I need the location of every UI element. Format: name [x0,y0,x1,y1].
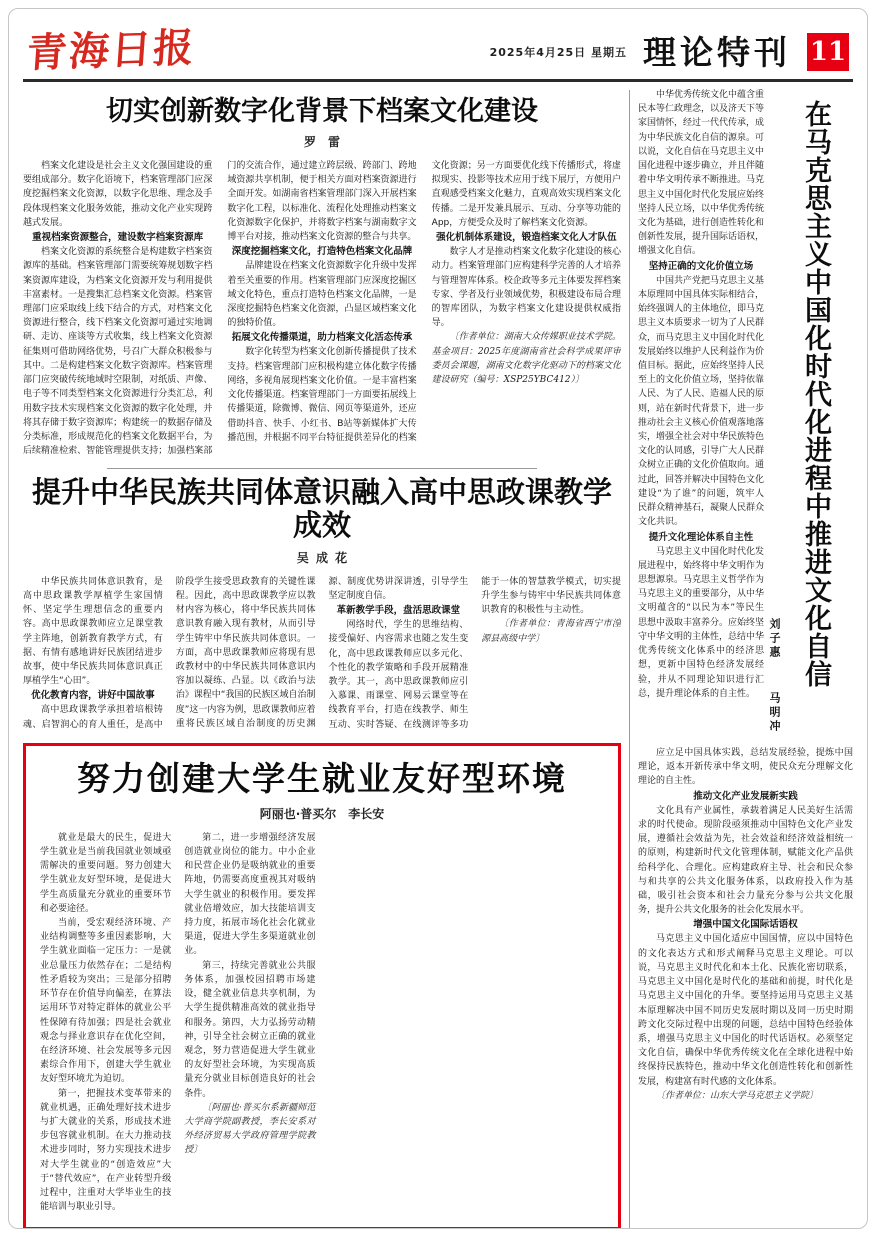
article4-body-lower [638,746,853,1216]
article4-paragraph: 中国共产党把马克思主义基本原理同中国具体实际相结合，始终强调人的主体地位，即马克思主义本质要求一切为了人民群众，而马克思主义中国化时代化发展始终以维护人民利益作为价值目标。据此，应始终坚持人民至上的文化价值立场，坚持依靠人民、为了人民、造福人民的原则，站在新时代背景下，进一步推动社会主义核心价值观落地落实，增强全社会对中华民族特色文化的认同感，引导广大人民群众树立正确的文化价值取向。通过此，回答并解决中国特色文化建设“为了谁”的问题，筑牢人民群众精神基石，凝聚人民群众文化共识。 [638,275,764,528]
article4-author-note: 〔作者单位：山东大学马克思主义学院〕 [656,1090,819,1101]
article1-paragraph: 品牌建设在档案文化资源数字化升级中发挥着至关重要的作用。档案管理部门应深度挖掘区域文化特色，重点打造特色档案文化品牌，一是深度挖掘特色档案文化资源，凸显区域档案文化的独特价值。 [227,261,417,329]
article2-paragraph: 高中思政课教学承担着培根铸魂、启智润心的育人重任，是高中阶段学生接受思政教育的关键性课程。因此，高中思政课教学应以教材内容为核心，将中华民族共同体意识教育融入现有教材，从而引导学生铸牢中华民族共同体意识。一方面，高中思政课教师应将现有思政教材中的中华民族共同体意识内容加以凝练、凸显。以《政治与法治》课程中“我国的民族区域自治制度”这一内容为例，思政课教师应着重将民族区域自治制度的历史渊源、制度优势讲深讲透，引导学生坚定制度自信。 [23,576,469,730]
article1-paragraph: 数字人才是推动档案文化数字化建设的核心动力。档案管理部门应构建科学完善的人才培养与管理智库体系。校企政等多元主体要发挥档案专家、学者及行业领域优势，积极建设布局合理的智库团队，为数字档案文化建设提供权威指导。 [431,247,621,329]
article1-paragraph: 数字化转型为档案文化创新传播提供了技术支持。档案管理部门应积极构建立体化数字传播网络，多视角展现档案文化价值。一是丰富档案文化传播渠道。档案管理部门一方面要拓展线上传播渠道，除微博、微信、网页等渠道外，还应借助抖音、快手、小红书、B站等新媒体扩大传播范围，并根据不同平台特征提供差异化的档案文化资源；另一方面要优化线下传播形式，将虚拟现实、投影等技术应用于线下展厅，方便用户直观感受档案文化魅力，直观高效实现档案文化传播。二是开发兼具展示、互动、分享等功能的App，方便受众及时了解档案文化资源。 [227,161,621,443]
article1-paragraph: 档案文化建设是社会主义文化强国建设的重要组成部分。数字化语境下，档案管理部门应深度挖掘档案文化资源，以数字化思维、理念及手段体现档案文化服务效能，推动文化产业实现跨越式发展。 [23,161,213,228]
article3-paragraph: 第一，把握技术变革带来的就业机遇，正确处理好技术进步与扩大就业的关系，形成技术进步包容就业机制。在大力推动技术进步同时，努力实现技术进步对大学生就业的“创造效应”大于“替代效应”，在产业转型升级过程中，注重对大学毕业生的技能培训与职业引导。 [40,1088,172,1213]
article4-headline-zone [764,88,853,740]
article1-subhead: 拓展文化传播渠道，助力档案文化活态传承 [231,332,413,344]
masthead [23,21,853,77]
article4-paragraph: 文化具有产业属性，承载着满足人民美好生活需求的时代使命。现阶段亟须推动中国特色文化产业发展，遵循社会效益为先，社会效益和经济效益相统一的原则，构建新时代文化管理体制，赋能文化产品供给科学化、合理化。应构建政府主导、社会和民众参与和共享的公共文化服务体系，以政府投入作为基础，吸引社会资本和社会力量充分参与公共文化服务，提升公共文化服务的社会化发展水平。 [638,805,853,916]
article2-subhead: 优化教育内容，讲好中国故事 [31,690,155,702]
article2-byline: 吴成花 [296,550,355,565]
masthead-rule [23,79,853,82]
article4-subhead: 坚持正确的文化价值立场 [648,260,754,272]
article3-byline: 阿丽也·普买尔 李长安 [259,806,385,821]
article4-paragraph: 应立足中国具体实践，总结发展经验，提炼中国理论，返本开新传承中华文明，使民众充分理解文化理论的自主性。 [638,748,853,787]
left-column [23,88,621,1229]
article-separator-rule [107,468,537,469]
article1-subhead: 重视档案资源整合，建设数字档案资源库 [32,232,204,244]
article2-author-note: 〔作者单位：青海省西宁市湟源县高级中学〕 [481,619,621,644]
article4-paragraph: 马克思主义中国化适应中国国情，应以中国特色的文化表达方式和形式阐释马克思主义理论。可以说，马克思主义时代化和本土化、民族化密切联系，马克思主义中国化是时代化的基础和前提，时代化是马克思主义中国化的升华。要坚持运用马克思主义基本原理解决中国不同历史发展时期以及同一历史时期跨文化交际过程中出现的问题，总结中国特色经验体系，增强马克思主义中国化的时代话语权。必须坚定文化自信，确保中华优秀传统文化在全球化进程中始终保持民族特色，推动中华文化创造性转化和创新性发展，构建富有时代感的文化体系。 [638,934,853,1087]
page-number-badge: 11 [807,33,849,71]
article1-title: 切实创新数字化背景下档案文化建设 [106,96,538,127]
article3-title: 努力创建大学生就业友好型环境 [77,758,567,798]
article4-subhead: 提升文化理论体系自主性 [648,531,754,543]
article3-paragraph: 第二，进一步增强经济发展创造就业岗位的能力。中小企业和民营企业仍是吸纳就业的重要阵地，仍需要高度重视其对吸纳大学生就业的积极作用。要发挥就业倍增效应，加大技能培训支持力度，拓展市场化社会化就业渠道，促进大学生多渠道就业创业。 [184,832,316,957]
article1-body [23,159,621,459]
article1-subhead: 深度挖掘档案文化，打造特色档案文化品牌 [231,246,413,258]
article3-paragraph: 当前，受宏观经济环境、产业结构调整等多重因素影响，大学生就业面临一定压力：一是就业总量压力依然存在；二是结构性矛盾较为突出；三是部分招聘环节存在价值导向偏差，在算法运用环节对特定群体的就业公平性保障有待加强；四是社会就业观念与择业意识存在优化空间，在经济环境、社会发展等多元因素综合作用下，创建大学生就业友好型环境尤为迫切。 [40,917,172,1085]
article-archives-culture [23,96,621,459]
article-cultural-confidence [638,88,853,1216]
article4-vertical-byline: 刘子惠 马明冲 [768,618,781,734]
article4-paragraph: 中华优秀传统文化中蕴含重民本等仁政理念，以及济天下等家国情怀，经过一代代传承，成为中华民族文化自信的源泉。可以说，文化自信在马克思主义中国化进程中逐步确立，并且伴随着中华文明传承不断推进。马克思主义中国化时代化发展应始终坚持人民立场，以中华优秀传统文化为基础，进行创造性转化和创新性发展，提升国际话语权，增强文化自信。 [638,90,764,257]
article-ethnic-unity-education [23,476,621,733]
article1-byline: 罗雷 [303,135,352,150]
right-column [638,88,853,1229]
article2-title: 提升中华民族共同体意识融入高中思政课教学成效 [31,475,612,543]
article2-subhead: 革新教学手段，盘活思政课堂 [336,605,461,617]
article4-top-section [638,88,853,740]
column-divider-rule [629,90,630,1229]
article3-paragraph: 第三，持续完善就业公共服务体系，加强校园招聘市场建设，健全就业信息共享机制，为大学生提供精准高效的就业指导和服务。第四，大力弘扬劳动精神，引导全社会树立正确的就业观念，努力营造促进大学生就业的友好型社会环境，为实现高质量充分就业目标创造良好的社会条件。 [184,960,316,1099]
publication-date: 2025年4月25日 星期五 [489,46,627,59]
masthead-right [490,33,849,73]
page-content [23,88,853,1229]
article-graduate-employment-highlight-box [23,743,621,1229]
article3-author-note: 〔阿丽也·普买尔系新疆师范大学商学院副教授，李长安系对外经济贸易大学政府管理学院教授〕 [184,1102,316,1156]
article4-vertical-title: 在马克思主义中国化时代化进程中推进文化自信 [800,100,831,688]
article4-body-upper [638,88,764,740]
article4-subhead: 增强中国文化国际话语权 [693,919,798,931]
article1-author-note: 〔作者单位：湖南大众传媒职业技术学院。基金项目：2025年度湖南省社会科学成果评审委员会课题，湖南文化数字化驱动下的档案文化建设研究（编号：XSP25YBC412）〕 [431,332,621,386]
article1-paragraph: 档案文化资源的系统整合是构建数字档案资源库的基础。档案管理部门需要统筹规划数字档案资源库建设，为档案文化资源开发与利用提供丰富素材。一是搜集汇总档案文化资源。档案管理部门应采取线上线下结合的方式，对档案文化资源进行整合，线下档案文化资源可通过实地调研、走访、座谈等方式收集，线上档案文化资源征集则可借助网络优势，号召广大群众积极参与其中。二是构建档案文化数字资源库。档案管理部门应突破传统地域时空限制，对纸质、声像、电子等不同类型档案文化资源进行分类汇总，利用数字技术实现档案文化资源的数字化处理，并将其存储于数字资源库；构建统一的数据存储及分类标准，形成规范化的档案文化数据平台，为后续精准检索、智能管理提供支持；加强档案部门的交流合作，通过建立跨层级、跨部门、跨地域资源共享机制，便于相关方面对档案资源进行全面开发。如湖南省档案管理部门深入开展档案数字化工程，以标准化、流程化处理推动档案文化资源数字化保护，并将数字档案与湖南数字文博平台对接，推动档案文化资源的整合与共享。 [23,161,417,457]
article2-paragraph: 中华民族共同体意识教育，是高中思政课教学厚植学生家国情怀、坚定学生理想信念的重要内容。高中思政课教师应立足课堂教学主阵地，创新教育教学方式，有据、有情有感地讲好民族团结进步故事，使中华民族共同体意识真正厚植学生“心田”。 [23,576,163,687]
article2-paragraph: 网络时代，学生的思维结构、接受偏好、内容需求也随之发生变化，高中思政课教师应以多元化、个性化的教学策略和手段开展精准教学。其一，高中思政课教师应引入慕课、雨课堂、网易云课堂等在线教育平台，打造在线教学、师生互动、实时答疑、在线测评等多功能于一体的智慧教学模式，切实提升学生参与铸牢中华民族共同体意识教育的积极性与主动性。 [328,576,621,730]
section-title: 理论特刊 [643,32,791,72]
article2-body [23,575,621,733]
article4-subhead: 推动文化产业发展新实践 [693,790,798,802]
newspaper-page [8,8,868,1229]
article3-body [40,831,604,1217]
newspaper-logo: 青海日报 [25,24,198,77]
article3-paragraph: 就业是最大的民生，促进大学生就业是当前我国就业领域亟需解决的重要问题。努力创建大学生就业友好型环境，是促进大学生高质量充分就业的重要环节和必要途径。 [40,832,172,914]
article4-paragraph: 马克思主义中国化时代化发展进程中，始终将中华文明作为思想源泉。马克思主义哲学作为马克思主义的重要部分，从中华文明蕴含的“以民为本”等民生思想中汲取丰富养分。应始终坚守中华文明的主体性，总结中华优秀传统文化体系中的经济思想，更新中国特色经济发展经验，并从不同理论知识进行汇总，提升理论体系的自主性。 [638,546,764,699]
article1-subhead: 强化机制体系建设，锻造档案文化人才队伍 [436,232,617,244]
